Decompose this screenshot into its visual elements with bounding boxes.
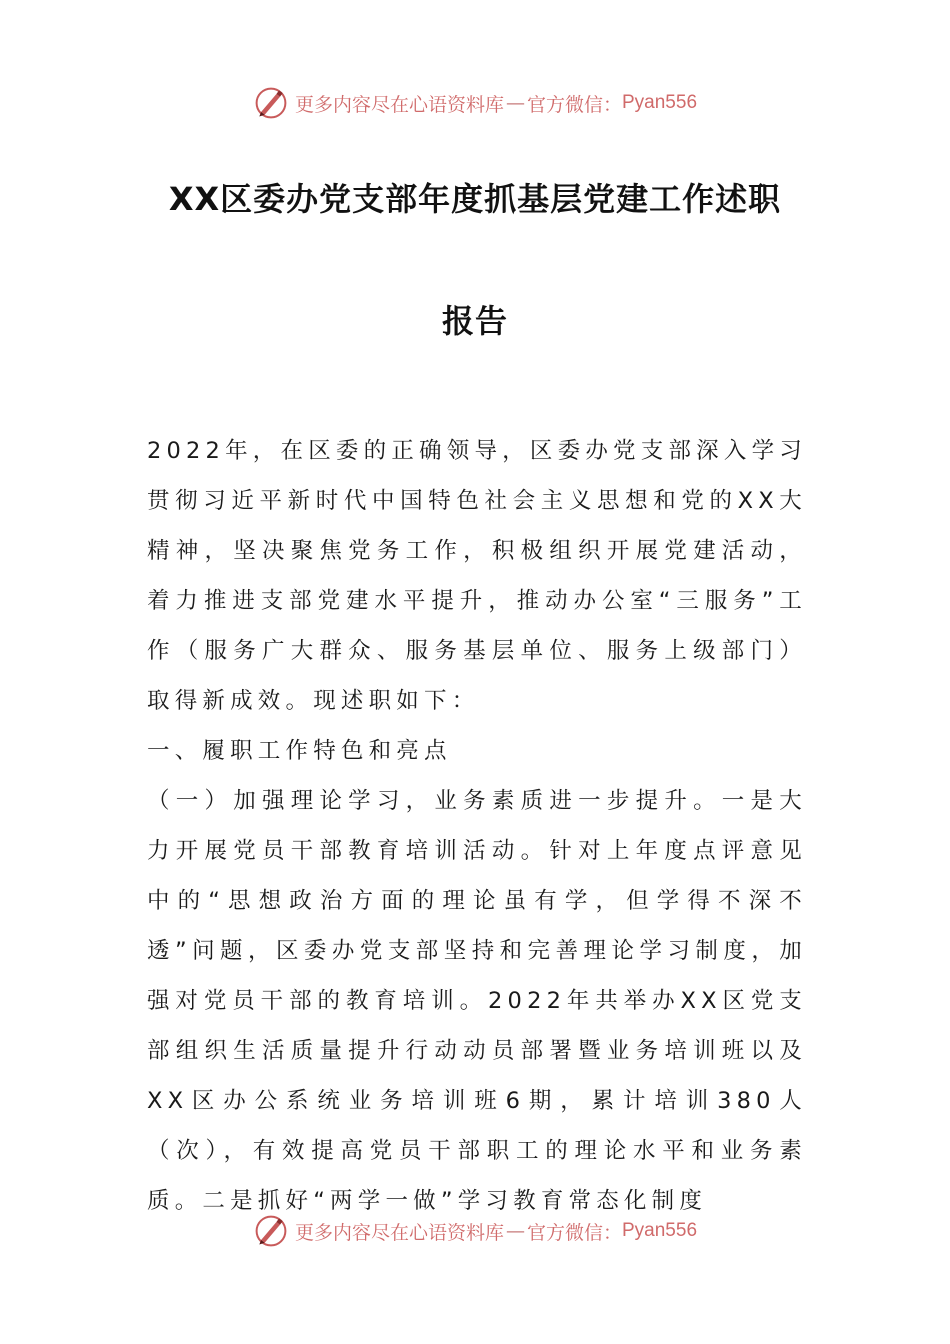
section-heading: 一、履职工作特色和亮点	[147, 738, 452, 764]
watermark-header	[0, 78, 950, 128]
watermark-text: 更多内容尽在心语资料库	[294, 1221, 504, 1244]
watermark-suffix: 官方微信：	[526, 93, 622, 116]
document-body	[147, 426, 807, 1226]
watermark-separator: —	[505, 92, 525, 114]
watermark-account: Pyan556	[622, 92, 698, 113]
watermark-suffix: 官方微信：	[526, 1221, 622, 1244]
document-title-line-1: XX区委办党支部年度抓基层党建工作述职	[168, 180, 782, 218]
watermark-separator: —	[505, 1220, 525, 1242]
watermark-account: Pyan556	[622, 1220, 698, 1241]
pen-logo-icon	[253, 85, 289, 121]
watermark-text: 更多内容尽在心语资料库	[294, 93, 504, 116]
paragraph-section-1: （一）加强理论学习，业务素质进一步提升。一是大力开展党员干部教育培训活动。针对上年度点评意见中的“思想政治方面的理论虽有学，但学得不深不透”问题，区委办党支部坚持和完善理论学习制度，加强对党员干部的教育培训。2022年共举办XX区党支部组织生活质量提升行动动员部署暨业务培训班以及XX区办公系统业务培训班6期，累计培训380人（次），有效提高党员干部职工的理论水平和业务素质。二是抓好“两学一做”学习教育常态化制度	[147, 788, 807, 1214]
document-title-line-2: 报告	[441, 302, 508, 340]
watermark-footer	[0, 1206, 950, 1256]
pen-logo-icon	[253, 1213, 289, 1249]
paragraph-intro: 2022年，在区委的正确领导，区委办党支部深入学习贯彻习近平新时代中国特色社会主义思想和党的XX大精神，坚决聚焦党务工作，积极组织开展党建活动，着力推进支部党建水平提升，推动办公室“三服务”工作（服务广大群众、服务基层单位、服务上级部门）取得新成效。现述职如下：	[147, 438, 807, 714]
